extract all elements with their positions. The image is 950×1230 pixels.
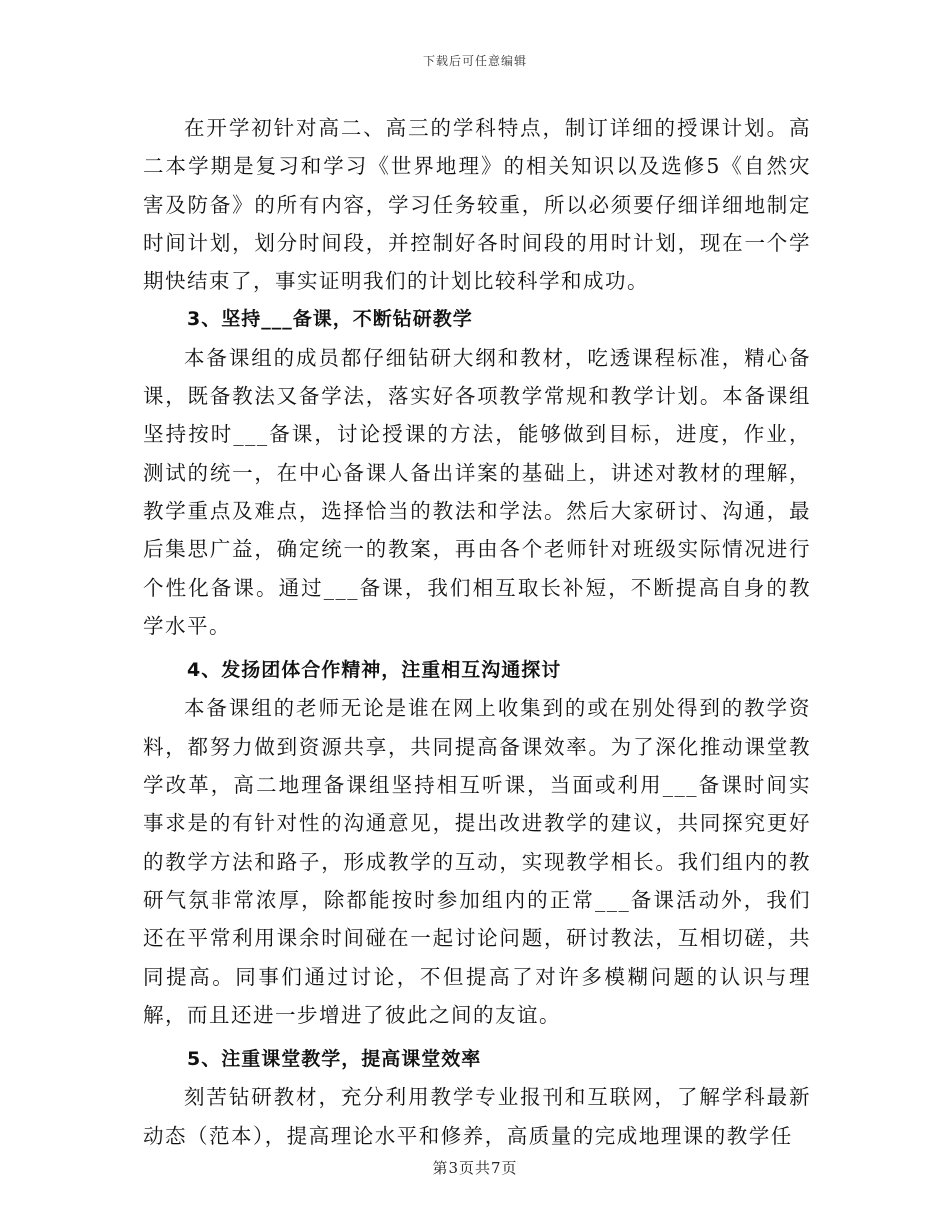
page-number: 第3页共7页 xyxy=(432,1159,518,1177)
document-body xyxy=(143,109,811,1155)
section-heading-5: 5、注重课堂教学，提高课堂效率 xyxy=(187,1048,482,1071)
paragraph-classroom: 刻苦钻研教材，充分利用教学专业报刊和互联网，了解学科最新动态（范本），提高理论水平和修养，高质量的完成地理课的教学任 xyxy=(143,1085,811,1148)
paragraph-plan: 在开学初针对高二、高三的学科特点，制订详细的授课计划。高二本学期是复习和学习《世界地理》的相关知识以及选修5《自然灾害及防备》的所有内容，学习任务较重，所以必须要仔细详细地制定时间计划，划分时间段，并控制好各时间段的用时计划，现在一个学期快结束了，事实证明我们的计划比较科学和成功。 xyxy=(143,116,811,294)
section-heading-3: 3、坚持___备课，不断钻研教学 xyxy=(187,308,473,331)
section-heading-4: 4、发扬团体合作精神，注重相互沟通探讨 xyxy=(187,659,562,682)
paragraph-lesson-prep: 本备课组的成员都仔细钻研大纲和教材，吃透课程标准，精心备课，既备教法又备学法，落实好各项教学常规和教学计划。本备课组坚持按时___备课，讨论授课的方法，能够做到目标，进度，作业，测试的统一，在中心备课人备出详案的基础上，讲述对教材的理解，教学重点及难点，选择恰当的教法和学法。然后大家研讨、沟通，最后集思广益，确定统一的教案，再由各个老师针对班级实际情况进行个性化备课。通过___备课，我们相互取长补短，不断提高自身的教学水平。 xyxy=(143,345,811,638)
paragraph-teamwork: 本备课组的老师无论是谁在网上收集到的或在别处得到的教学资料，都努力做到资源共享，共同提高备课效率。为了深化推动课堂教学改革，高二地理备课组坚持相互听课，当面或利用___备课时间实事求是的有针对性的沟通意见，提出改进教学的建议，共同探究更好的教学方法和路子，形成教学的互动，实现教学相长。我们组内的教研气氛非常浓厚，除都能按时参加组内的正常___备课活动外，我们还在平常利用课余时间碰在一起讨论问题，研讨教法，互相切磋，共同提高。同事们通过讨论，不但提高了对许多模糊问题的认识与理解，而且还进一步增进了彼此之间的友谊。 xyxy=(143,696,811,1027)
page-header: 下载后可任意编辑 xyxy=(422,54,527,68)
